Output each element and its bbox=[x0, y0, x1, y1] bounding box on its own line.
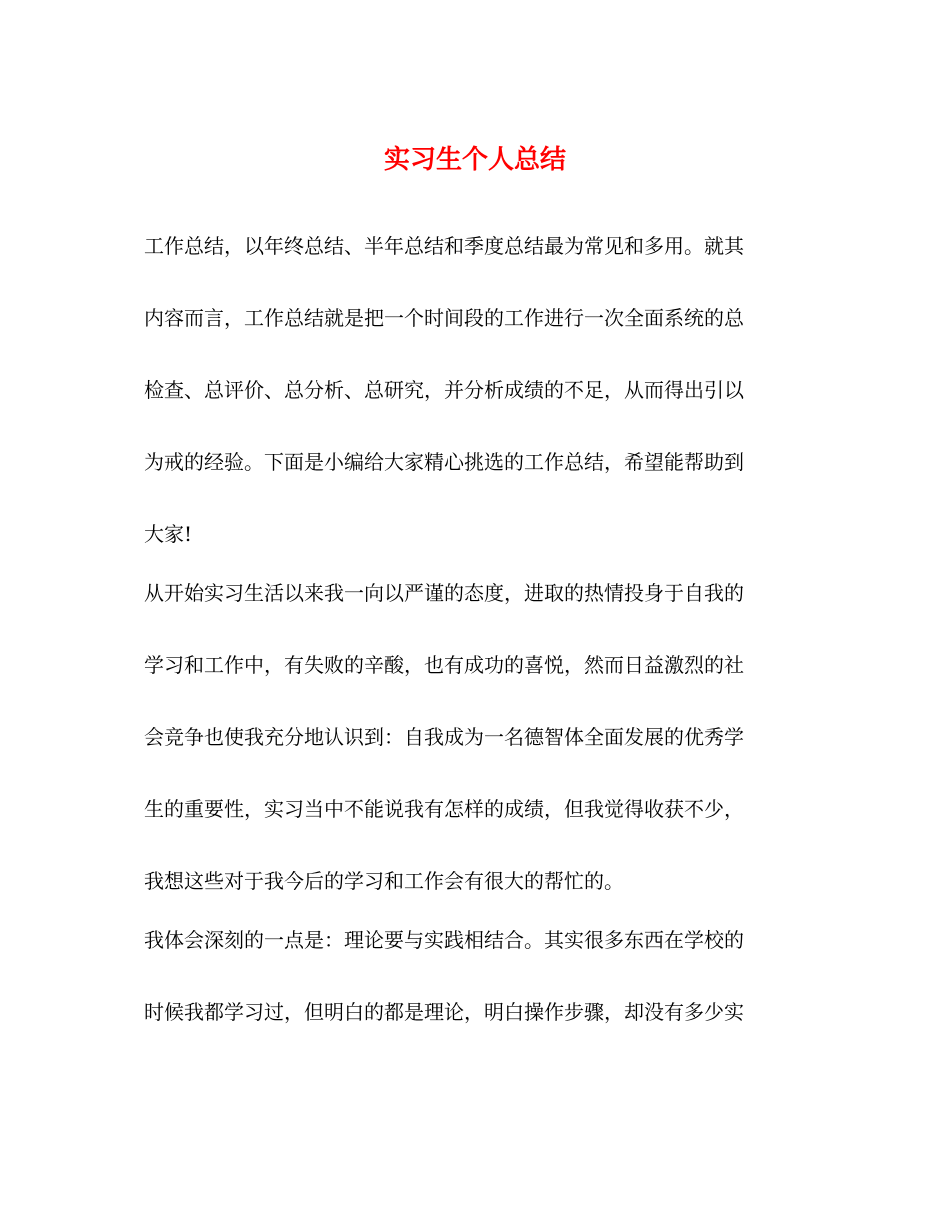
text-line: 检查、总评价、总分析、总研究，并分析成绩的不足，从而得出引以 bbox=[144, 378, 744, 402]
text-line: 会竞争也使我充分地认识到：自我成为一名德智体全面发展的优秀学 bbox=[144, 725, 744, 749]
text-line: 内容而言，工作总结就是把一个时间段的工作进行一次全面系统的总 bbox=[144, 306, 744, 330]
text-line: 工作总结，以年终总结、半年总结和季度总结最为常见和多用。就其 bbox=[144, 234, 744, 258]
text-line: 从开始实习生活以来我一向以严谨的态度，进取的热情投身于自我的 bbox=[144, 581, 744, 605]
text-line: 大家! bbox=[144, 522, 193, 546]
text-line: 为戒的经验。下面是小编给大家精心挑选的工作总结，希望能帮助到 bbox=[144, 450, 744, 474]
document-body bbox=[144, 224, 804, 1062]
text-line: 我想这些对于我今后的学习和工作会有很大的帮忙的。 bbox=[144, 869, 624, 893]
document-title: 实习生个人总结 bbox=[383, 145, 566, 175]
text-line: 生的重要性，实习当中不能说我有怎样的成绩，但我觉得收获不少， bbox=[144, 797, 744, 821]
text-line: 时候我都学习过，但明白的都是理论，明白操作步骤，却没有多少实 bbox=[144, 1000, 744, 1024]
text-line: 学习和工作中，有失败的辛酸，也有成功的喜悦，然而日益激烈的社 bbox=[144, 653, 744, 677]
text-line: 我体会深刻的一点是：理论要与实践相结合。其实很多东西在学校的 bbox=[144, 928, 744, 952]
